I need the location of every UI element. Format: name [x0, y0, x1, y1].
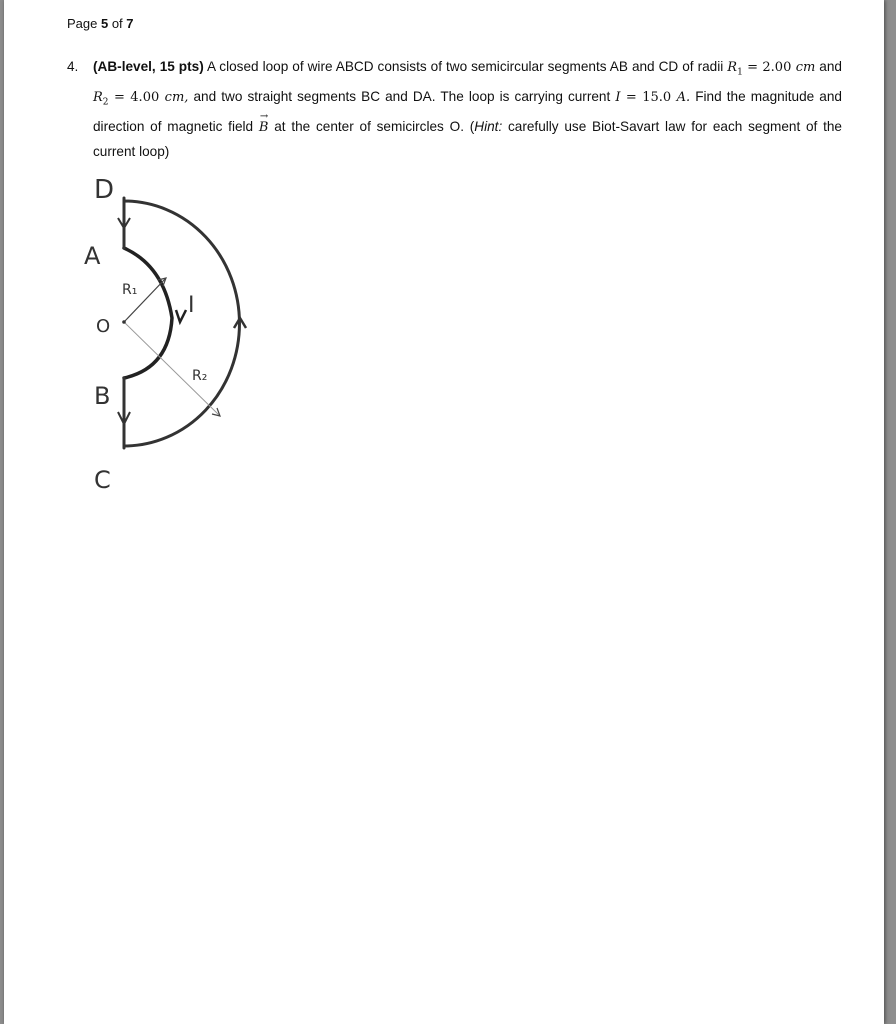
loop-diagram [74, 168, 274, 498]
b-vector-symbol: → B [259, 116, 269, 140]
field-b [259, 120, 269, 135]
problem-text-5: at the center of semicircles O. ( [268, 119, 475, 135]
r2-symbol: R [93, 90, 103, 106]
page-total: 7 [126, 16, 134, 31]
center-point-o [122, 320, 126, 324]
problem-number: 4. [67, 59, 79, 74]
arrow-ab-icon [176, 310, 186, 322]
document-page [4, 0, 884, 1024]
problem-text-4: Find the magnitude and direction of magnetic field [93, 89, 842, 135]
r2-value: = 4.00 [108, 90, 165, 106]
page-number [67, 16, 134, 31]
r1-value: = 2.00 [742, 60, 796, 75]
label-current-i: I [188, 293, 195, 318]
outer-semicircle-dc [124, 201, 239, 446]
label-c: C [94, 466, 111, 494]
problem-4 [67, 55, 842, 163]
problem-text-1: A closed loop of wire ABCD consists of two semicircular segments AB and CD of radii [203, 59, 728, 74]
radius-r2 [93, 90, 189, 108]
label-a: A [84, 242, 101, 270]
hint-label: Hint: [474, 119, 503, 135]
page-prefix: Page [67, 16, 101, 31]
radius-r1 [727, 60, 816, 78]
problem-level: (AB-level, 15 pts) [93, 59, 204, 74]
label-r1: R₁ [122, 282, 138, 298]
problem-text-6: carefully use Biot-Savart law for each segment of the current loop) [93, 119, 842, 159]
page-current: 5 [100, 16, 109, 31]
i-symbol: I [615, 90, 621, 106]
r2-subscript: 2 [102, 97, 109, 108]
problem-text [93, 55, 842, 163]
r1-unit: cm [795, 60, 816, 75]
label-r2: R₂ [192, 368, 208, 384]
problem-text-2: and [815, 59, 842, 74]
label-o: O [96, 316, 111, 337]
page-separator: of [108, 16, 127, 31]
i-unit: A. [676, 90, 691, 106]
problem-text-3: and two straight segments BC and DA. The loop is carrying current [188, 89, 616, 105]
r1-subscript: 1 [737, 67, 743, 78]
inner-semicircle-ab [124, 248, 172, 378]
current-i [615, 90, 690, 105]
i-value: = 15.0 [620, 90, 677, 106]
r1-symbol: R [727, 60, 738, 75]
label-d: D [94, 175, 115, 205]
r2-unit: cm, [164, 90, 189, 106]
label-b: B [94, 382, 111, 410]
